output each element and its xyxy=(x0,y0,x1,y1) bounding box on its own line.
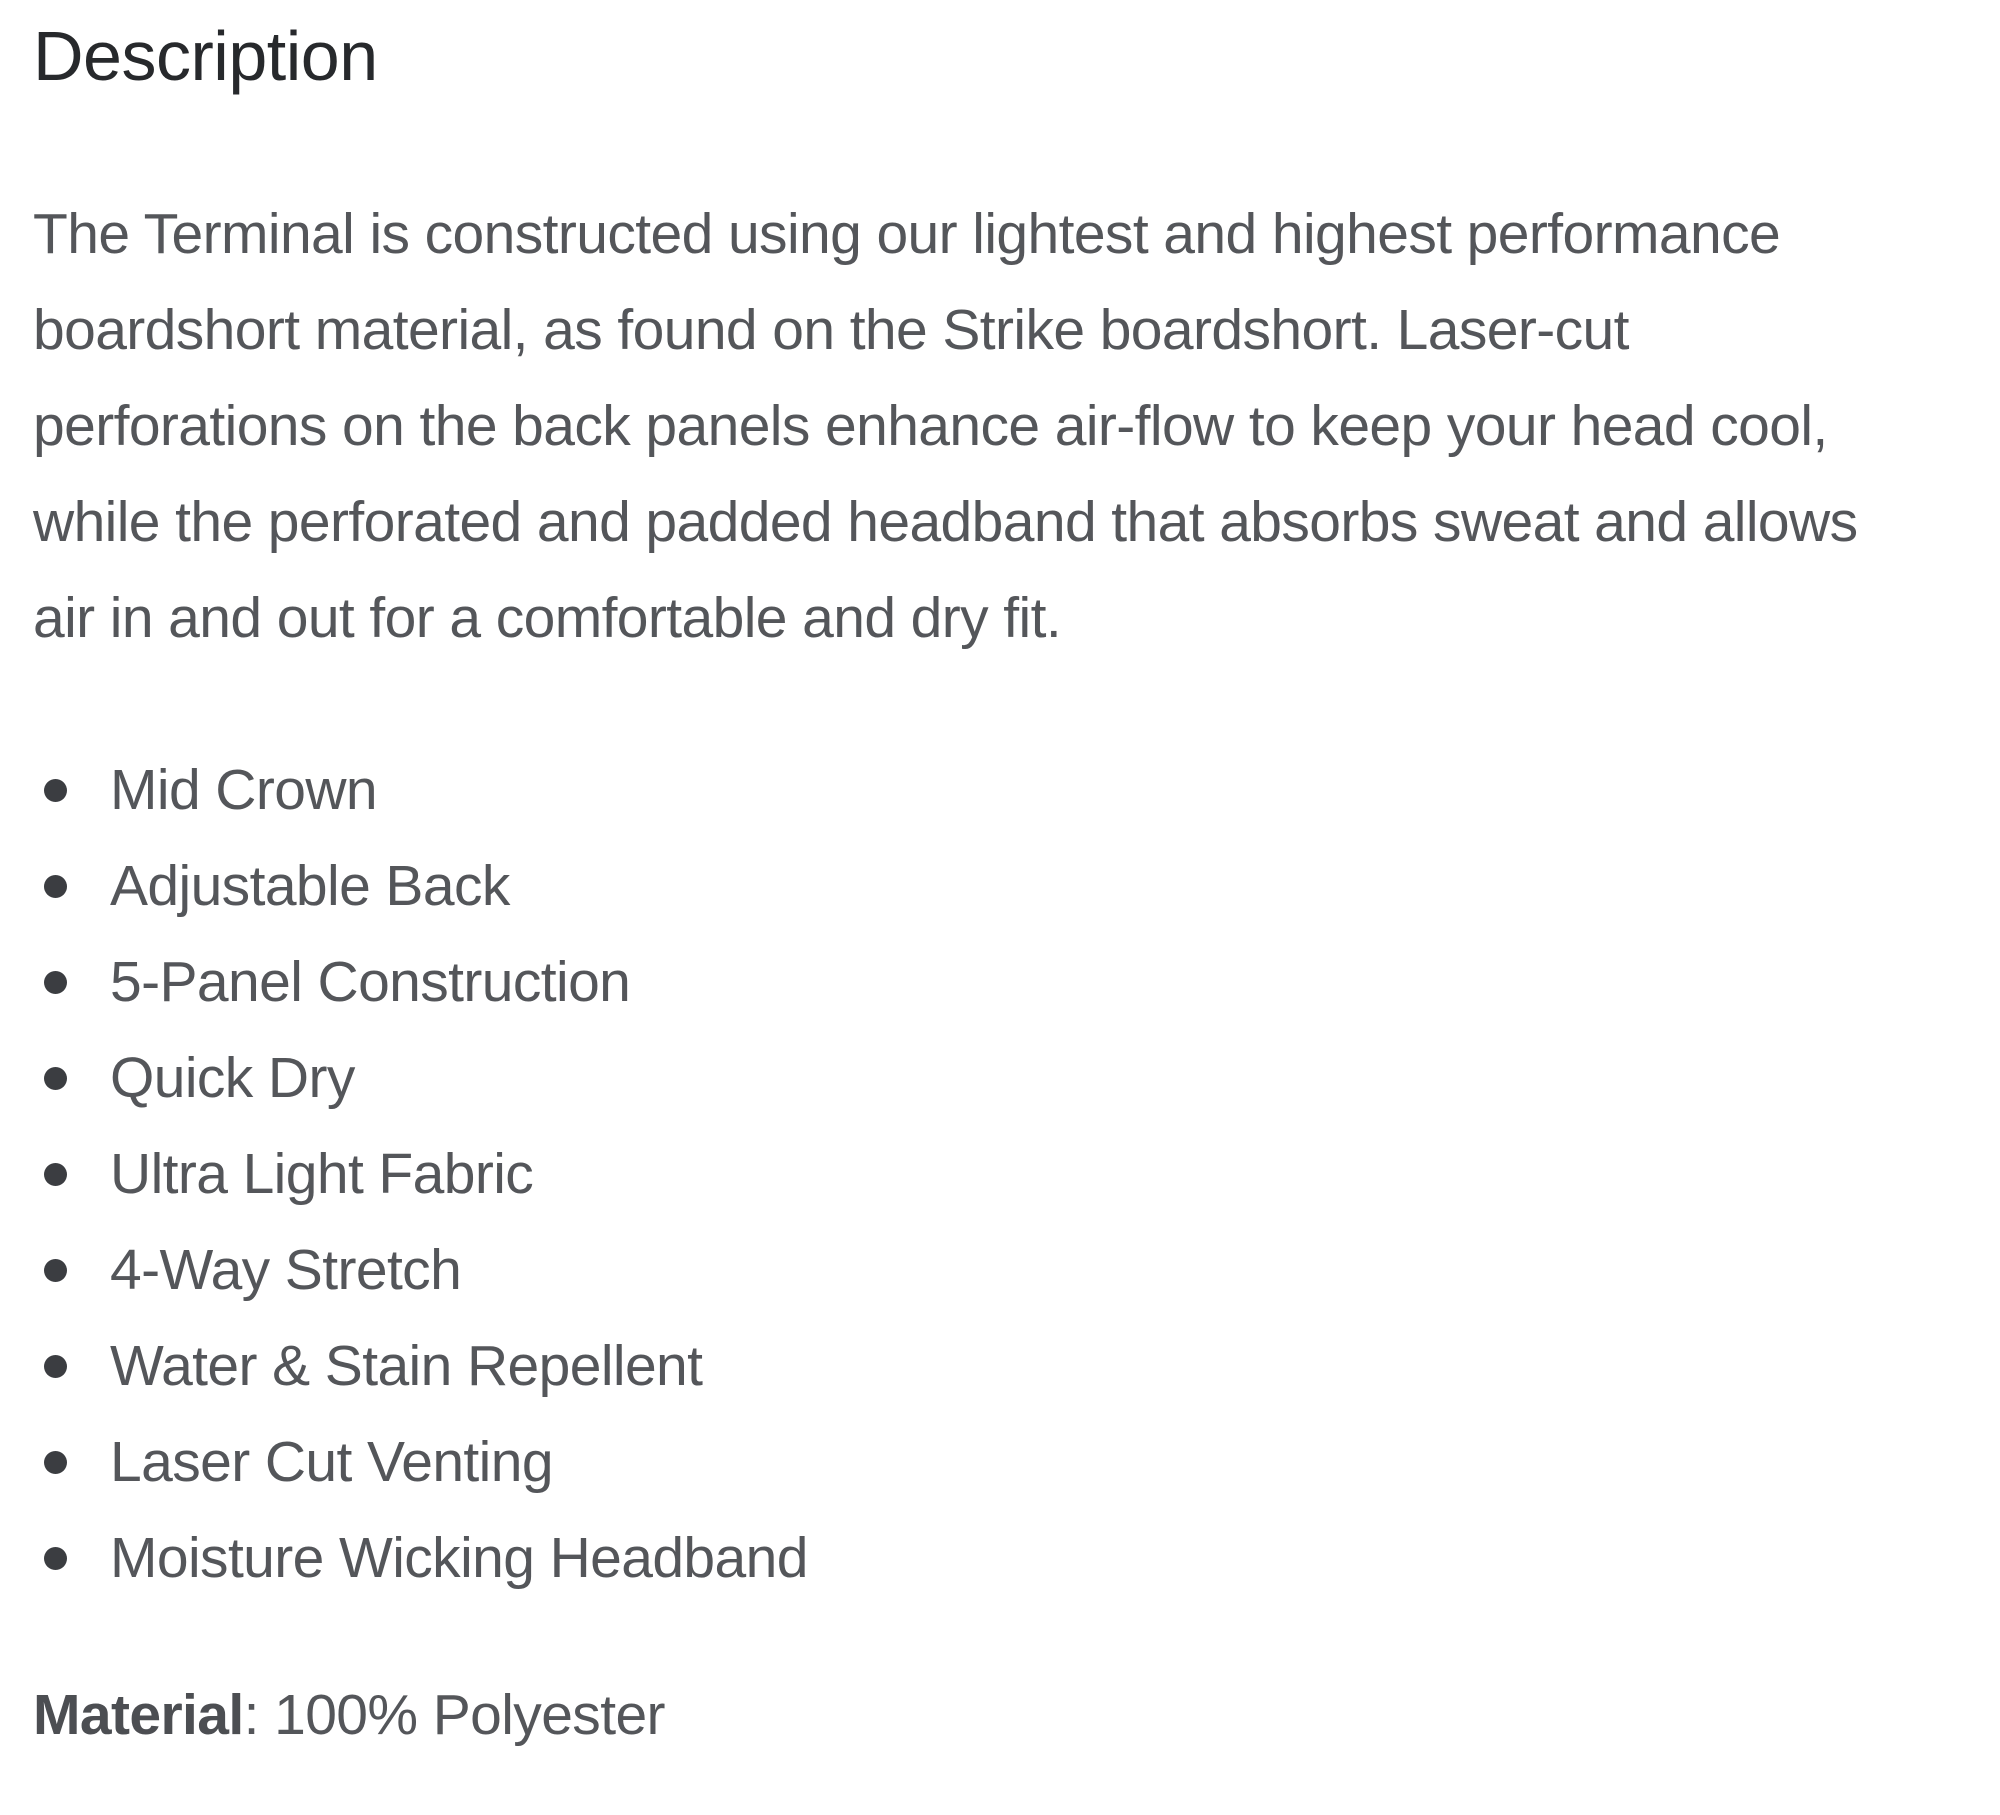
description-paragraph xyxy=(33,186,1985,666)
feature-list-item: 5-Panel Construction xyxy=(33,934,1985,1030)
material-line xyxy=(33,1667,1985,1763)
material-label: Material xyxy=(33,1683,244,1747)
paragraph-line: The Terminal is constructed using our lightest and highest performance xyxy=(33,202,1781,266)
feature-list xyxy=(33,742,1985,1606)
paragraph-line: air in and out for a comfortable and dry fit. xyxy=(33,586,1062,650)
feature-list-item: Laser Cut Venting xyxy=(33,1414,1985,1510)
feature-list-item: 4-Way Stretch xyxy=(33,1222,1985,1318)
paragraph-line: while the perforated and padded headband that absorbs sweat and allows xyxy=(33,490,1858,554)
feature-list-item: Mid Crown xyxy=(33,742,1985,838)
section-heading: Description xyxy=(33,17,378,95)
material-value: : 100% Polyester xyxy=(243,1683,665,1747)
feature-list-item: Ultra Light Fabric xyxy=(33,1126,1985,1222)
feature-list-item: Water & Stain Repellent xyxy=(33,1318,1985,1414)
paragraph-line: perforations on the back panels enhance air-flow to keep your head cool, xyxy=(33,394,1828,458)
feature-list-item: Moisture Wicking Headband xyxy=(33,1510,1985,1606)
paragraph-line: boardshort material, as found on the Strike boardshort. Laser-cut xyxy=(33,298,1629,362)
feature-list-item: Adjustable Back xyxy=(33,838,1985,934)
feature-list-item: Quick Dry xyxy=(33,1030,1985,1126)
